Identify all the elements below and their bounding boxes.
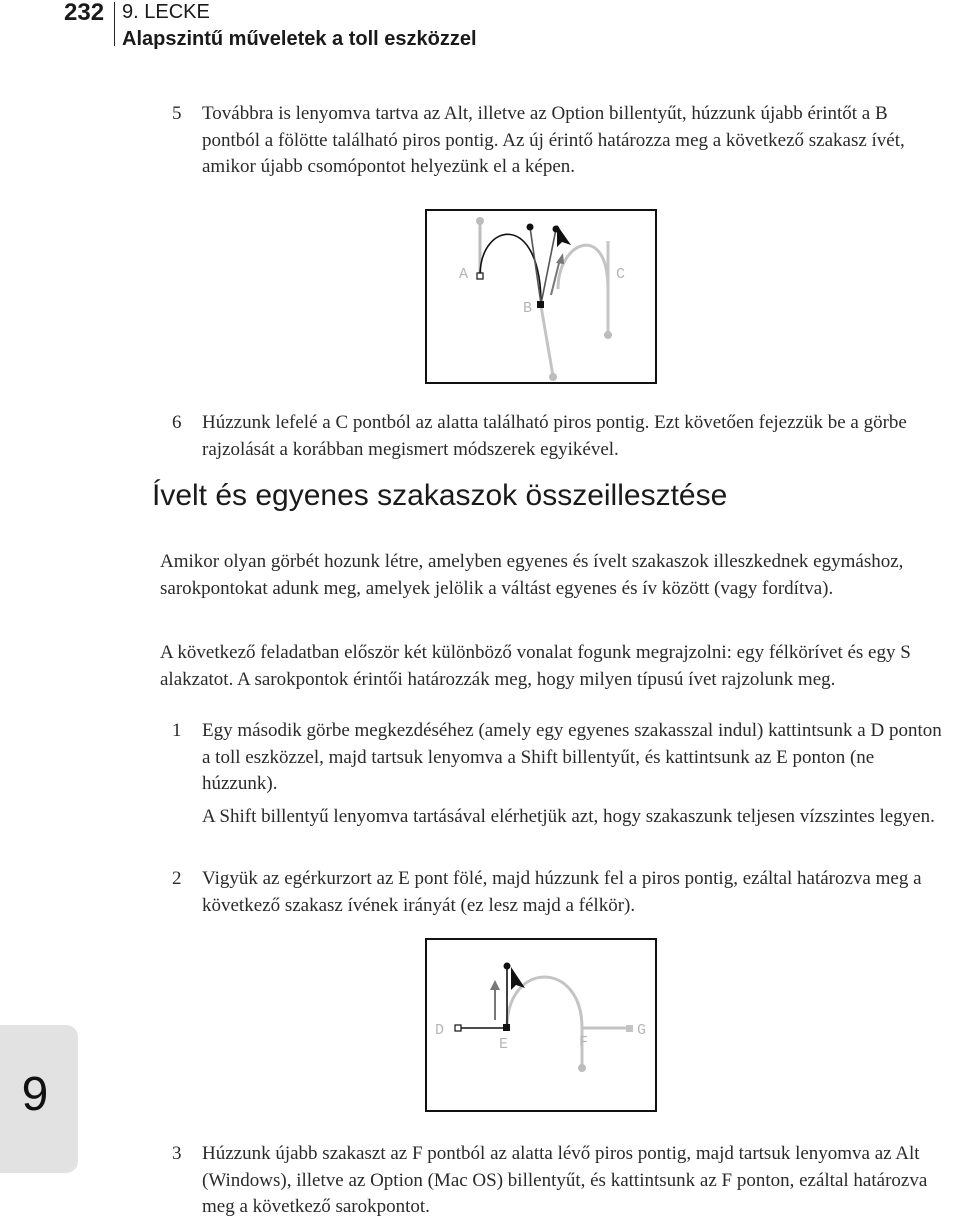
paragraph-task: A következő feladatban először két különböző vonalat fogunk megrajzolni: egy félkörívet és egy S alakzatot. A sarokpontok érintői határozzák meg, hogy milyen típusú ívet rajzolunk meg. <box>160 642 911 690</box>
header-divider <box>114 2 115 46</box>
step-text: Továbbra is lenyomva tartva az Alt, illetve az Option billentyűt, húzzunk újabb érintőt a B pontból a fölötte található piros pontig. Az új érintő határozza meg a következő szakasz ívét, amikor újabb csomópontot helyezünk el a képen. <box>202 103 905 177</box>
step-text: Húzzunk újabb szakaszt az F pontból az alatta lévő piros pontig, majd tartsuk lenyomva az Alt (Windows), illetve az Option (Mac OS) billentyűt, és kattintsunk az F ponton, ezáltal határozva meg a következő sarokpontot. <box>202 1143 928 1217</box>
step-1-note <box>172 804 942 831</box>
step-1 <box>172 718 942 798</box>
step-number: 1 <box>172 720 182 741</box>
paragraph-intro: Amikor olyan görbét hozunk létre, amelyben egyenes és ívelt szakaszok illeszkednek egymáshoz, sarokpontokat adunk meg, amelyek jelölik a váltást egyenes és ív között (vagy fordítva). <box>160 551 904 599</box>
chapter-label: 9. LECKE <box>122 1 210 23</box>
step-text: Húzzunk lefelé a C pontból az alatta található piros pontig. Ezt követően fejezzük be a görbe rajzolását a korábban megismert módszerek egyikével. <box>202 412 907 460</box>
step-text: Egy második görbe megkezdéséhez (amely egy egyenes szakasszal indul) kattintsunk a D ponton a toll eszközzel, majd tartsuk lenyomva a Shift billentyűt, és kattintsunk az E ponton (ne húzzunk). <box>202 720 942 794</box>
step-note: A Shift billentyű lenyomva tartásával elérhetjük azt, hogy szakaszunk teljesen vízszintes legyen. <box>202 806 935 827</box>
label-b: B <box>523 300 533 317</box>
label-c: C <box>616 266 626 283</box>
step-3 <box>172 1141 942 1221</box>
label-d: D <box>435 1022 445 1039</box>
step-number: 2 <box>172 868 182 889</box>
figure-curve-defg <box>425 938 657 1112</box>
step-number: 3 <box>172 1143 182 1164</box>
chapter-tab-number: 9 <box>21 1068 49 1121</box>
page-number: 232 <box>64 0 105 26</box>
label-e: E <box>499 1036 509 1053</box>
label-f: F <box>579 1034 589 1051</box>
chapter-tab <box>0 1025 78 1173</box>
step-text: Vigyük az egérkurzort az E pont fölé, majd húzzunk fel a piros pontig, ezáltal határozva meg a következő szakasz ívének irányát (ez lesz majd a félkör). <box>202 868 922 916</box>
section-heading: Ívelt és egyenes szakaszok összeillesztése <box>152 479 728 512</box>
step-2 <box>172 866 942 919</box>
step-number: 5 <box>172 103 182 124</box>
step-5 <box>172 101 942 181</box>
step-number: 6 <box>172 412 182 433</box>
step-6 <box>172 410 942 463</box>
figure-curve-abc <box>425 209 657 384</box>
label-g: G <box>637 1022 647 1039</box>
label-a: A <box>459 266 469 283</box>
chapter-title: Alapszintű műveletek a toll eszközzel <box>122 28 477 50</box>
